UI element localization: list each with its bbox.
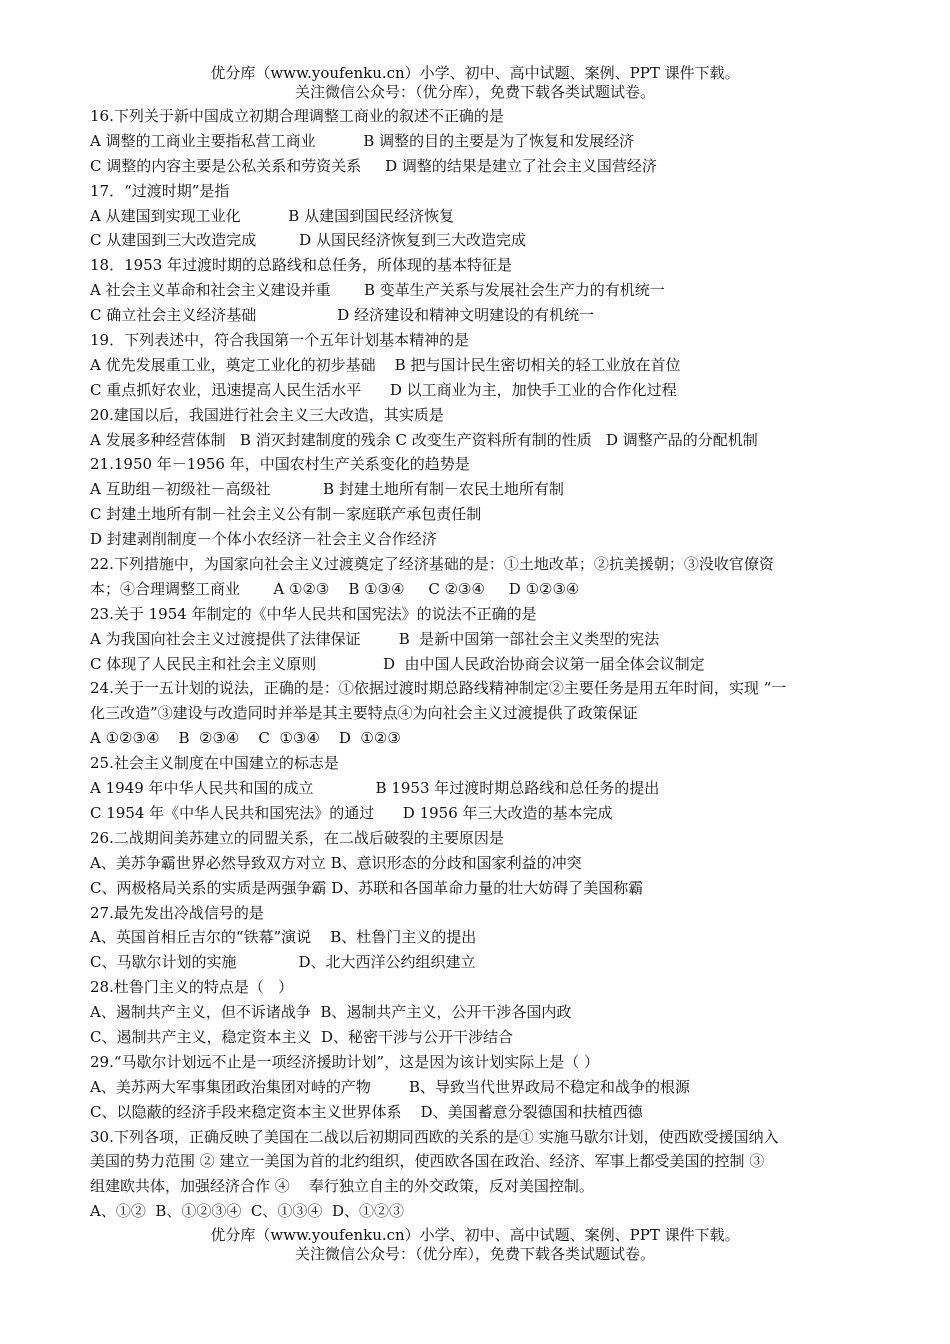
question-27-options-ab: A、英国首相丘吉尔的“铁幕”演说 B、杜鲁门主义的提出 <box>90 928 477 947</box>
page-header <box>0 64 950 102</box>
question-22-stem: 22.下列措施中，为国家向社会主义过渡奠定了经济基础的是：①土地改革；②抗美援朝；③没收官僚资 <box>90 555 774 574</box>
question-24-stem-cont: 化三改造”③建设与改造同时并举是其主要特点④为向社会主义过渡提供了政策保证 <box>90 704 638 723</box>
footer-line-1: 优分库（www.youfenku.cn）小学、初中、高中试题、案例、PPT 课件下载。 <box>210 1226 740 1244</box>
question-30-options: A、①② B、①②③④ C、①③④ D、①②③ <box>90 1202 404 1221</box>
question-17-options-ab: A 从建国到实现工业化 B 从建国到国民经济恢复 <box>90 206 455 225</box>
question-16-stem: 16.下列关于新中国成立初期合理调整工商业的叙述不正确的是 <box>90 107 504 125</box>
question-20-options: A 发展多种经营体制 B 消灭封建制度的残余 C 改变生产资料所有制的性质 D 调整产品的分配机制 <box>90 430 758 449</box>
question-30-stem: 30.下列各项，正确反映了美国在二战以后初期同西欧的关系的是① 实施马歇尔计划，使西欧受援国纳入 <box>90 1127 779 1146</box>
question-25-stem: 25.社会主义制度在中国建立的标志是 <box>90 754 339 773</box>
question-25-options-ab: A 1949 年中华人民共和国的成立 B 1953 年过渡时期总路线和总任务的提出 <box>90 779 660 798</box>
question-20-stem: 20.建国以后，我国进行社会主义三大改造，其实质是 <box>90 405 444 424</box>
question-17-stem: 17．“过渡时期”是指 <box>90 181 230 200</box>
question-26-stem: 26.二战期间美苏建立的同盟关系，在二战后破裂的主要原因是 <box>90 828 504 847</box>
question-23-options-cd: C 体现了人民民主和社会主义原则 D 由中国人民政治协商会议第一届全体会议制定 <box>90 654 705 673</box>
question-24-options: A ①②③④ B ②③④ C ①③④ D ①②③ <box>90 729 401 748</box>
question-26-options-ab: A、美苏争霸世界必然导致双方对立 B、意识形态的分歧和国家利益的冲突 <box>90 853 582 872</box>
question-22-stem-options: 本；④合理调整工商业 A ①②③ B ①③④ C ②③④ D ①②③④ <box>90 579 580 598</box>
question-27-options-cd: C、马歇尔计划的实施 D、北大西洋公约组织建立 <box>90 953 476 972</box>
question-23-stem: 23.关于 1954 年制定的《中华人民共和国宪法》的说法不正确的是 <box>90 604 537 623</box>
question-25-options-cd: C 1954 年《中华人民共和国宪法》的通过 D 1956 年三大改造的基本完成 <box>90 803 613 822</box>
question-28-stem: 28.杜鲁门主义的特点是（ ） <box>90 978 294 997</box>
question-16-options-cd: C 调整的内容主要是公私关系和劳资关系 D 调整的结果是建立了社会主义国营经济 <box>90 156 657 175</box>
question-27-stem: 27.最先发出冷战信号的是 <box>90 903 264 922</box>
question-17-options-cd: C 从建国到三大改造完成 D 从国民经济恢复到三大改造完成 <box>90 231 526 250</box>
question-19-stem: 19．下列表述中，符合我国第一个五年计划基本精神的是 <box>90 331 470 350</box>
question-30-stem-cont-2: 组建欧共体，加强经济合作 ④ 奉行独立自主的外交政策，反对美国控制。 <box>90 1177 594 1196</box>
question-18-options-ab: A 社会主义革命和社会主义建设并重 B 变革生产关系与发展社会生产力的有机统一 <box>90 281 665 300</box>
header-line-1: 优分库（www.youfenku.cn）小学、初中、高中试题、案例、PPT 课件下载。 <box>210 64 740 82</box>
question-24-stem: 24.关于一五计划的说法，正确的是：①依据过渡时期总路线精神制定②主要任务是用五年时间，实现 “一 <box>90 679 787 698</box>
question-29-options-cd: C、以隐蔽的经济手段来稳定资本主义世界体系 D、美国蓄意分裂德国和扶植西德 <box>90 1102 643 1121</box>
question-21-option-d: D 封建剥削制度－个体小农经济－社会主义合作经济 <box>90 530 437 549</box>
question-18-options-cd: C 确立社会主义经济基础 D 经济建设和精神文明建设的有机统一 <box>90 306 595 325</box>
question-23-options-ab: A 为我国向社会主义过渡提供了法律保证 B 是新中国第一部社会主义类型的宪法 <box>90 629 660 648</box>
question-21-options-ab: A 互助组－初级社－高级社 B 封建土地所有制－农民土地所有制 <box>90 480 564 499</box>
question-19-options-cd: C 重点抓好农业，迅速提高人民生活水平 D 以工商业为主，加快手工业的合作化过程 <box>90 380 677 399</box>
page-footer <box>0 1226 950 1264</box>
question-29-options-ab: A、美苏两大军事集团政治集团对峙的产物 B、导致当代世界政局不稳定和战争的根源 <box>90 1077 691 1096</box>
question-21-stem: 21.1950 年－1956 年，中国农村生产关系变化的趋势是 <box>90 455 470 474</box>
question-19-options-ab: A 优先发展重工业，奠定工业化的初步基础 B 把与国计民生密切相关的轻工业放在首位 <box>90 355 681 374</box>
question-28-options-cd: C、遏制共产主义，稳定资本主义 D、秘密干涉与公开干涉结合 <box>90 1027 514 1046</box>
header-line-2: 关注微信公众号：（优分库），免费下载各类试题试卷。 <box>294 83 655 101</box>
question-21-option-c: C 封建土地所有制－社会主义公有制－家庭联产承包责任制 <box>90 505 482 524</box>
footer-line-2: 关注微信公众号：（优分库），免费下载各类试题试卷。 <box>294 1245 655 1263</box>
exam-questions <box>90 104 870 1224</box>
question-16-options-ab: A 调整的工商业主要指私营工商业 B 调整的目的主要是为了恢复和发展经济 <box>90 131 635 150</box>
question-26-options-cd: C、两极格局关系的实质是两强争霸 D、苏联和各国革命力量的壮大妨碍了美国称霸 <box>90 878 644 897</box>
question-28-options-ab: A、遏制共产主义，但不诉诸战争 B、遏制共产主义，公开干涉各国内政 <box>90 1003 572 1022</box>
question-18-stem: 18．1953 年过渡时期的总路线和总任务，所体现的基本特征是 <box>90 256 513 275</box>
question-30-stem-cont-1: 美国的势力范围 ② 建立一美国为首的北约组织，使西欧各国在政治、经济、军事上都受美国的控制 ③ <box>90 1152 765 1171</box>
question-29-stem: 29.“马歇尔计划远不止是一项经济援助计划”，这是因为该计划实际上是（ ） <box>90 1052 599 1071</box>
